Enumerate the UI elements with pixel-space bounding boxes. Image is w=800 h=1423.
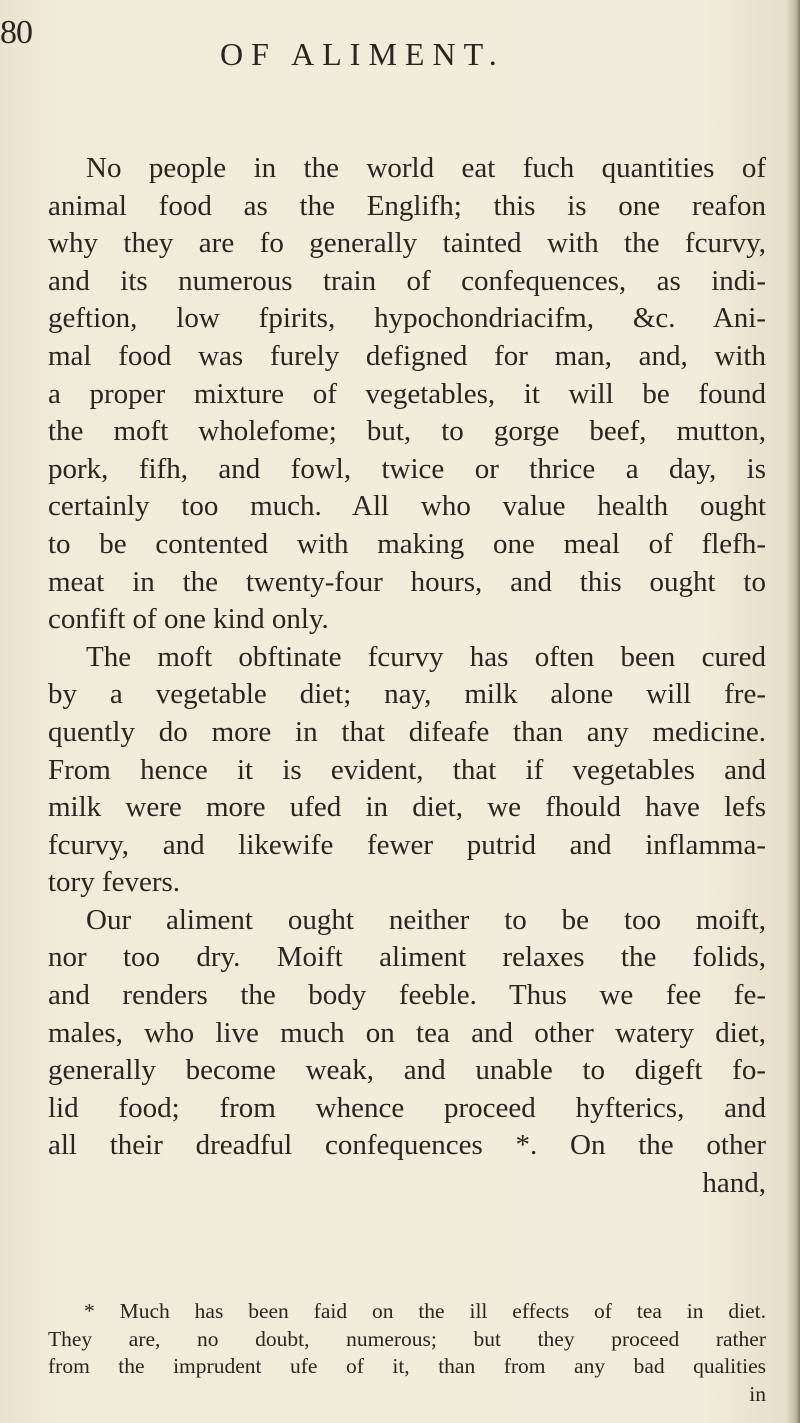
- text-line: confift of one kind only.: [48, 603, 329, 636]
- body-text: [48, 150, 766, 1203]
- text-line: certainly too much. All who value health ought: [48, 490, 766, 523]
- footnote-line: from the imprudent ufe of it, than from any bad qualities: [48, 1354, 766, 1378]
- footnote-line: * Much has been faid on the ill effects of tea in diet.: [84, 1299, 766, 1323]
- text-line: meat in the twenty-four hours, and this ought to: [48, 565, 766, 598]
- footnote-line: They are, no doubt, numerous; but they proceed rather: [48, 1326, 766, 1351]
- text-line: to be contented with making one meal of flefh-: [48, 527, 766, 560]
- footnote: [48, 1298, 766, 1408]
- page-number: 80: [0, 14, 32, 51]
- text-line: and renders the body feeble. Thus we fee fe-: [48, 979, 766, 1012]
- text-line: generally become weak, and unable to digeft fo-: [48, 1054, 766, 1087]
- page-edge-shadow: [786, 0, 800, 1423]
- text-line: and its numerous train of confequences, as indi-: [48, 264, 766, 297]
- text-line: milk were more ufed in diet, we fhould have lefs: [48, 791, 766, 824]
- text-line: males, who live much on tea and other watery diet,: [48, 1016, 766, 1049]
- text-line: geftion, low fpirits, hypochondriacifm, &c. Ani-: [48, 302, 766, 335]
- text-line: mal food was furely defigned for man, and, with: [48, 339, 766, 372]
- running-head: OF ALIMENT.: [220, 36, 505, 72]
- text-line: tory fevers.: [48, 866, 181, 899]
- text-line: No people in the world eat fuch quantities of: [86, 152, 766, 184]
- text-line: Our aliment ought neither to be too moift,: [86, 903, 766, 936]
- catchword: hand,: [702, 1167, 766, 1200]
- text-line: quently do more in that difeafe than any medicine.: [48, 715, 766, 748]
- text-line: From hence it is evident, that if vegetables and: [48, 753, 766, 786]
- text-line: fcurvy, and likewife fewer putrid and inflamma-: [48, 828, 766, 861]
- text-line: lid food; from whence proceed hyfterics, and: [48, 1091, 766, 1124]
- text-line: the moft wholefome; but, to gorge beef, mutton,: [48, 415, 766, 448]
- footnote-catchword: in: [749, 1381, 766, 1406]
- text-line: why they are fo generally tainted with the fcurvy,: [48, 227, 766, 260]
- text-line: The moft obftinate fcurvy has often been cured: [86, 640, 766, 673]
- text-line: nor too dry. Moift aliment relaxes the folids,: [48, 941, 766, 974]
- text-line: all their dreadful confequences *. On the other: [48, 1129, 766, 1162]
- text-line: by a vegetable diet; nay, milk alone will fre-: [48, 678, 766, 711]
- text-line: a proper mixture of vegetables, it will be found: [48, 377, 766, 410]
- text-line: pork, fifh, and fowl, twice or thrice a day, is: [48, 452, 766, 485]
- text-line: animal food as the Englifh; this is one reafon: [48, 189, 766, 222]
